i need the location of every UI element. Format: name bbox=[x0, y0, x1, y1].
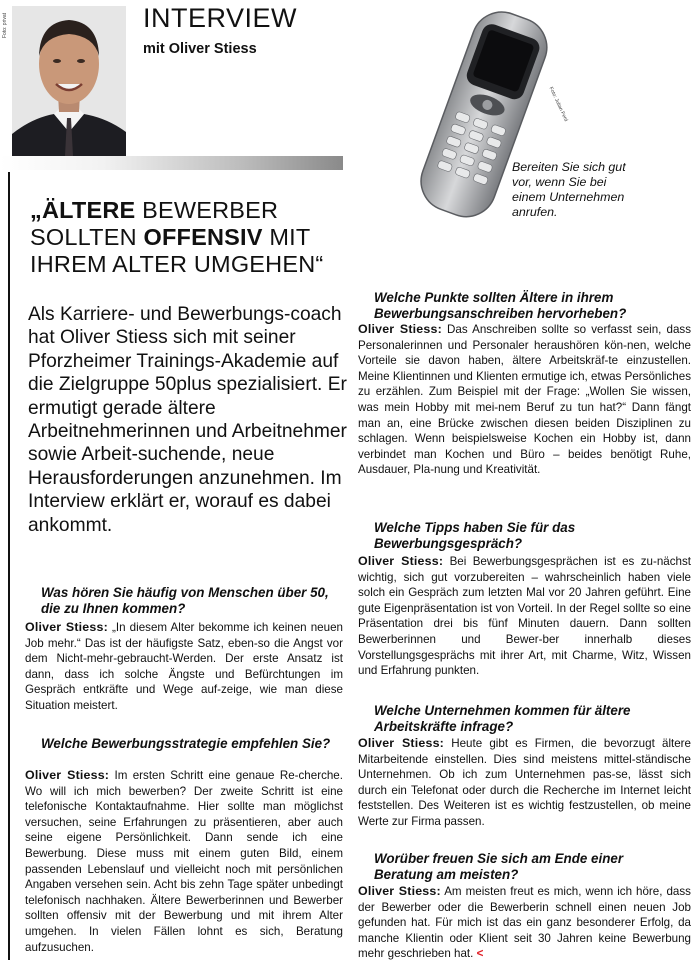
question-5: Welche Unternehmen kommen für ältere Arbeitskräfte infrage? bbox=[374, 703, 631, 734]
header-rule bbox=[0, 156, 343, 170]
answer-5-text: Heute gibt es Firmen, die bevorzugt ältere Mitarbeitende einstellen. Dies sind meistens mittel-ständische Unternehmen. Ob ich zum Unternehmen pas-se, lässt sich durch ein Telefonat oder durch die Recherche im Internet leicht feststellen. Des Weiteren ist es wichtig festzustellen, ob meine Werte zur Firma passen. bbox=[358, 737, 691, 828]
answer-3-text: Das Anschreiben sollte so verfasst sein, dass Personalerinnen und Personaler heraushören kön-nen, welche Vorteile sie davon haben, ältere Arbeitskräf-te einzustellen. Meine Klientinnen und Klienten ermutige ich, etwas Persönliches zu erzählen. Zum Beispiel mit der Frage: „Wollen Sie wissen, was mein Hobby mit mei-nem Beruf zu tun hat?“ Dann fängt man an, eine Brücke zwischen diesen beiden Disziplinen zu schlagen. Wenn beispielsweise Kochen ein Hobby ist, dann verbindet man Kochen und Büro – beides benötigt Ruhe, Ausdauer, Pla-nung und Kreativität. bbox=[358, 323, 691, 477]
portrait-photo bbox=[12, 6, 126, 156]
answer-4 bbox=[358, 554, 691, 679]
headline-part-1: „ÄLTERE bbox=[30, 197, 136, 223]
headline-part-2: BEWERBER SOLLTEN bbox=[30, 197, 279, 250]
answer-6 bbox=[358, 884, 691, 962]
speaker-label: Oliver Stiess: bbox=[358, 322, 442, 336]
end-mark: < bbox=[476, 947, 484, 961]
speaker-label: Oliver Stiess: bbox=[358, 554, 444, 568]
photo-credit: Foto: privat bbox=[2, 12, 8, 38]
speaker-label: Oliver Stiess: bbox=[25, 620, 108, 634]
answer-6-text: Am meisten freut es mich, wenn ich höre, dass der Bewerber oder die Bewerberin schnell einen neuen Job gefunden hat. Für mich ist das ein ganz besonderer Erfolg, da manche Klientin oder Klient seit 30 Jahren keine Bewerbung mehr geschrieben hat. bbox=[358, 885, 691, 961]
speaker-label: Oliver Stiess: bbox=[358, 884, 441, 898]
question-6: Worüber freuen Sie sich am Ende einer Beratung am meisten? bbox=[374, 851, 624, 882]
speaker-label: Oliver Stiess: bbox=[25, 768, 110, 782]
page-title: INTERVIEW bbox=[143, 3, 298, 33]
phone-caption: Bereiten Sie sich gut vor, wenn Sie bei einem Unternehmen anrufen. bbox=[512, 160, 626, 219]
answer-3 bbox=[358, 322, 691, 478]
answer-4-text: Bei Bewerbungsgesprächen ist es zu-nächst wichtig, sich gut vorzubereiten – wahrscheinlich haben viele solch ein Gespräch zum letzten Mal vor 20 Jahren geführt. Eine gute Eigenpräsentation ist von Vorteil. In der Regel sollte so eine Präsentation drei bis fünf Minuten dauern. Dann sollten Bewerberinnen und Bewer-ber innerhalb dieses Vorstellungsgesprächs mit ihrer Art, mit Charme, Witz, Wissen und Erfahrung punkten. bbox=[358, 555, 691, 678]
headline-part-3: OFFENSIV bbox=[143, 224, 263, 250]
page-subtitle: mit Oliver Stiess bbox=[143, 41, 257, 57]
left-rule bbox=[8, 172, 10, 960]
answer-2 bbox=[25, 768, 343, 955]
question-3: Welche Punkte sollten Ältere in ihrem Bewerbungsanschreiben hervorheben? bbox=[374, 290, 627, 321]
intro-text: Als Karriere- und Bewerbungs-coach hat Oliver Stiess sich mit seiner Pforzheimer Trainings-Akademie auf die Zielgruppe 50plus spezialisiert. Er ermutigt gerade ältere Arbeitnehmerinnen und Arbeitnehmer sowie Arbeit-suchende, neue Herausforderungen anzunehmen. Im Interview erklärt er, worauf es dabei ankommt. bbox=[28, 304, 347, 536]
phone-photo-credit: Foto: Julian Ferd bbox=[547, 86, 569, 123]
answer-1-text: „In diesem Alter bekomme ich keinen neuen Job mehr.“ Das ist der häufigste Satz, eben-so die Angst vor dem Nicht-mehr-gebraucht-Werden. Der erste Ansatz ist dann, dass ich solche Ängste und Befürchtungen im Gespräch entkräfte und Wege auf-zeige, wie man diese Situation meistert. bbox=[25, 621, 343, 712]
question-2: Welche Bewerbungsstrategie empfehlen Sie? bbox=[41, 736, 331, 751]
headline bbox=[30, 197, 350, 278]
answer-5 bbox=[358, 736, 691, 830]
question-4: Welche Tipps haben Sie für das Bewerbungsgespräch? bbox=[374, 520, 576, 551]
speaker-label: Oliver Stiess: bbox=[358, 736, 444, 750]
question-1: Was hören Sie häufig von Menschen über 50, die zu Ihnen kommen? bbox=[41, 585, 329, 616]
answer-1 bbox=[25, 620, 343, 714]
answer-2-text: Im ersten Schritt eine genaue Re-cherche. Wo will ich mich bewerben? Der zweite Schritt ist eine telefonische Kontaktaufnahme. Hier sollte man möglichst versuchen, seine Erfahrungen zu präsentieren, aber auch seine eigene Persönlichkeit. Dann sende ich eine Bewerbung. Diese muss mit einem guten Bild, einem passenden Lebenslauf und vielleicht noch mit persönlichen Angaben versehen sein. Acht bis zehn Tage später unbedingt telefonisch nachhaken. Ältere Bewerberinnen und Bewerber sollten offensiv mit der Bewerbung und mit ihrem Alter umgehen. In vielen Fällen lohnt es sich, Beratung aufzusuchen. bbox=[25, 769, 343, 954]
headline-part-4: MIT IHREM ALTER UMGEHEN“ bbox=[30, 224, 324, 277]
